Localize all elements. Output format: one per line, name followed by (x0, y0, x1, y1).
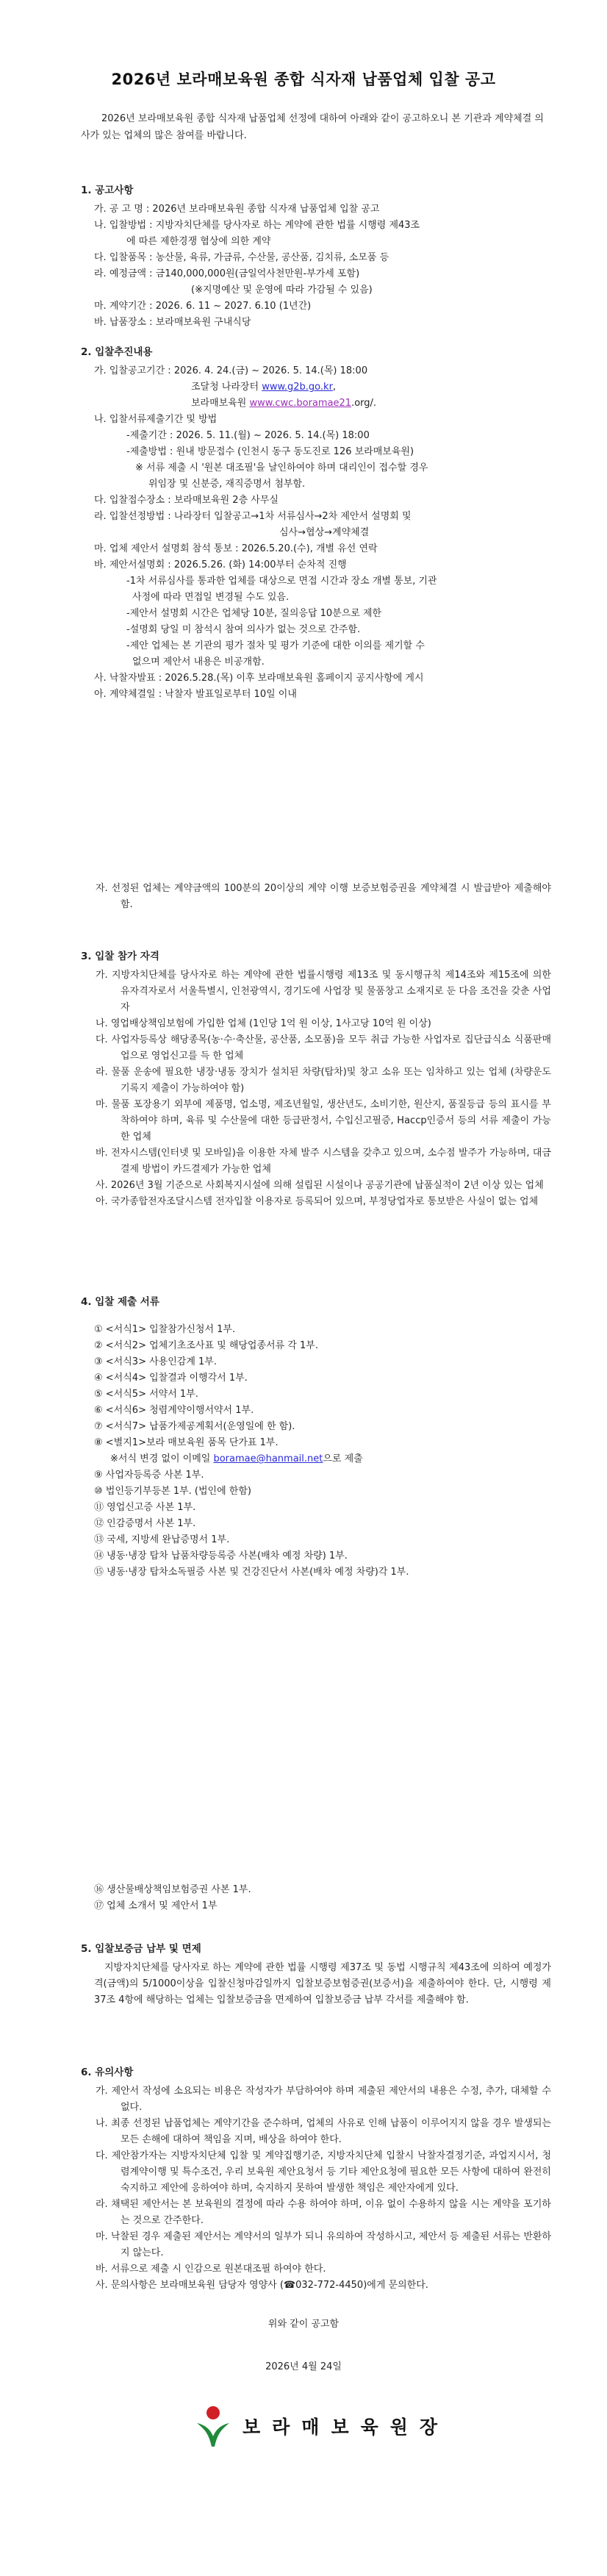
eligibility-item: 라. 물품 운송에 필요한 냉장·냉동 장치가 설치된 차량(탑차)및 창고 소유 또는 임차하고 있는 업체 (차량운도 기록지 제출이 가능하여야 함) (96, 1067, 551, 1094)
bid-method-cont: 에 따른 제한경쟁 협상에 의한 계약 (126, 236, 271, 247)
eligibility-item: 아. 국가종합전자조달시스템 전자입찰 이용자로 등록되어 있으며, 부정당업자로 통보받은 사실이 없는 업체 (96, 1196, 539, 1207)
note-item: 마. 낙찰된 경우 제출된 제안서는 계약서의 일부가 되니 유의하여 작성하시고, 제안서 등 제출된 서류는 반환하지 않는다. (96, 2231, 551, 2258)
briefing-notice: 마. 업체 제안서 설명회 참석 통보 : 2026.5.20.(수), 개별 유선 연락 (94, 543, 378, 554)
note-item: 바. 서류으로 제출 시 인감으로 원본대조필 하여야 한다. (96, 2264, 326, 2275)
briefing-rule-1-cont: 사정에 따라 면접일 변경될 수도 있음. (132, 592, 290, 603)
eligibility-item: 가. 지방자치단체를 당사자로 하는 계약에 관한 법률시행령 제13조 및 동시행규칙 제14조와 제15조에 의한 유자격자로서 서울특별시, 인천광역시, 경기도에 사업장 및 물품창고 소재지로 둔 다음 조건을 갖춘 사업자 (96, 970, 551, 1013)
eligibility-item: 바. 전자시스템(인터넷 및 모바일)을 이용한 자체 발주 시스템을 갖추고 있으며, 소수점 발주가 가능하며, 대금결제 방법이 카드결제가 가능한 업체 (96, 1148, 551, 1175)
section-title: 4. 입찰 제출 서류 (81, 1296, 159, 1308)
email-submission-note: ※서식 변경 없이 이메일 boramae@hanmail.net으로 제출 (110, 1453, 363, 1464)
site-label: 조달청 나라장터 (191, 382, 259, 393)
contract-period: 마. 계약기간 : 2026. 6. 11 ~ 2027. 6.10 (1년간) (94, 301, 312, 312)
section-title: 5. 입찰보증금 납부 및 면제 (81, 1943, 201, 1955)
estimated-price: 라. 예정금액 : 금140,000,000원(금일억사천만원-부가세 포함) (94, 268, 360, 279)
document-item: ④ <서식4> 입찰결과 이행각서 1부. (94, 1373, 248, 1384)
section-announcement (81, 182, 551, 331)
site-label: 보라매보육원 (191, 398, 247, 409)
eligibility-item: 나. 영업배상책임보험에 가입한 업체 (1인당 1억 원 이상, 1사고당 10억 원 이상) (96, 1018, 431, 1029)
contract-date: 아. 계약체결일 : 낙찰자 발표일로부터 10일 이내 (94, 689, 297, 700)
document-item: ⑧ <별지1>보라 매보육원 품목 단가표 1부. (94, 1437, 279, 1448)
document-item: ⑯ 생산물배상책임보험증권 사본 1부. (94, 1884, 251, 1895)
document-item: ⑩ 법인등기부등본 1부. (법인에 한함) (94, 1486, 251, 1497)
org-logo (193, 2404, 450, 2448)
announcement-name: 가. 공 고 명 : 2026년 보라매보육원 종합 식자재 납품업체 입찰 공고 (94, 204, 380, 215)
section-title: 2. 입찰추진내용 (81, 346, 153, 358)
intro-paragraph: 2026년 보라매보육원 종합 식자재 납품업체 선정에 대하여 아래와 같이 공고하오니 본 기관과 계약체결 의사가 있는 업체의 많은 참여를 바랍니다. (81, 113, 544, 141)
submission-place: 다. 입찰접수장소 : 보라매보육원 2층 사무실 (94, 495, 279, 506)
submission-note: ※ 서류 제출 시 '원본 대조필'을 날인하여야 하며 대리인이 접수할 경우 (135, 462, 428, 473)
eligibility-item: 다. 사업자등록상 해당종목(농·수·축산물, 공산품, 소모품)을 모두 취급 가능한 사업자로 집단급식소 식품판매업으로 영업신고를 득 한 업체 (96, 1034, 551, 1062)
document-item: ① <서식1> 입찰참가신청서 1부. (94, 1324, 236, 1335)
closing-statement: 위와 같이 공고함 (267, 2319, 340, 2330)
bid-method: 나. 입찰방법 : 지방자치단체를 당사자로 하는 계약에 관한 법률 시행령 제43조 (94, 220, 420, 231)
submission-period: -제출기간 : 2026. 5. 11.(월) ~ 2026. 5. 14.(목) 18:00 (126, 430, 370, 441)
selection-method-cont: 심사→협상→계약체결 (279, 527, 370, 538)
notice-date: 2026년 4월 24일 (265, 2361, 342, 2372)
selection-method: 라. 입찰선정방법 : 나라장터 입찰공고→1차 서류심사→2차 제안서 설명회 및 (94, 511, 412, 522)
g2b-link[interactable]: www.g2b.go.kr (262, 382, 333, 393)
document-item: ⑨ 사업자등록증 사본 1부. (94, 1470, 204, 1481)
document-item: ⑮ 냉동·냉장 탑차소독필증 사본 및 건강진단서 사본(배차 예정 차량)각 1부. (94, 1567, 409, 1578)
section-documents-extra (81, 1882, 551, 1914)
note-item: 나. 최종 선정된 납품업체는 계약기간을 준수하며, 업체의 사유로 인해 납품이 이루어지지 않을 경우 발생되는 모든 손해에 대하여 책임을 지며, 배상을 하여야 한다. (96, 2118, 551, 2145)
org-name: 보라매보육원장 (243, 2416, 450, 2438)
document-item: ⑤ <서식5> 서약서 1부. (94, 1389, 198, 1400)
email-link[interactable]: boramae@hanmail.net (213, 1453, 323, 1464)
document-item: ② <서식2> 업체기초조사표 및 해당업종서류 각 1부. (94, 1340, 318, 1351)
performance-bond: 자. 선정된 업체는 계약금액의 100분의 20이상의 계약 이행 보증보험증권을 계약체결 시 발급받아 제출해야 함. (96, 883, 551, 910)
note-item: 다. 제안참가자는 지방자치단체 입찰 및 계약집행기준, 지방자치단체 입찰시 낙찰자결정기준, 과업지시서, 청렴계약이행 및 특수조건, 우리 보육원 제안요청서 등 기타 제안요청에 필요한 모든 사항에 대하여 완전히 숙지하고 제안에 응하여야 하며, 숙지하지 못하여 발생한 책임은 제안자에게 있다. (96, 2150, 551, 2194)
briefing-rule-3: -설명회 당일 미 참석시 참여 의사가 없는 것으로 간주함. (126, 624, 361, 635)
section-bid-bond (81, 1941, 551, 2008)
section-notes (81, 2064, 551, 2294)
document-item: ⑪ 영업신고증 사본 1부. (94, 1502, 196, 1513)
bid-items: 다. 입찰품목 : 농산물, 육류, 가금류, 수산물, 공산품, 김치류, 소모품 등 (94, 252, 389, 263)
briefing-rule-4-cont: 없으며 제안서 내용은 비공개함. (132, 656, 265, 668)
briefing-rule-4: -제안 업체는 본 기관의 평가 절차 및 평가 기준에 대한 이의를 제기할 수 (126, 640, 425, 651)
section-procedure (81, 344, 551, 703)
document-item: ⑦ <서식7> 납품가제공계획서(운영일에 한 함). (94, 1421, 295, 1432)
section-eligibility (81, 948, 551, 1210)
submission-note-cont: 위임장 및 신분증, 재직증명서 첨부함. (148, 479, 306, 490)
phone-number: ☎032-772-4450 (283, 2280, 364, 2291)
submission-header: 나. 입찰서류제출기간 및 방법 (94, 414, 218, 425)
section-title: 3. 입찰 참가 자격 (81, 951, 159, 962)
eligibility-item: 사. 2026년 3월 기준으로 사회복지시설에 의해 설립된 시설이나 공공기관에 납품실적이 2년 이상 있는 업체 (96, 1180, 544, 1191)
section-procedure-bond (81, 881, 551, 913)
contact-item: 사. 문의사항은 보라매보육원 담당자 영양사 (☎032-772-4450)에게 문의한다. (96, 2280, 428, 2291)
eligibility-item: 마. 물품 포장용기 외부에 제품명, 업소명, 제조년월일, 생산년도, 소비기한, 원산지, 품질등급 등의 표시를 부착하여야 하며, 육류 및 수산물에 대한 등급판정서, 수입신고필증, Haccp인증서 등의 서류 제출이 가능한 업체 (96, 1099, 551, 1142)
page-title: 2026년 보라매보육원 종합 식자재 납품업체 입찰 공고 (111, 71, 496, 88)
note-item: 라. 채택된 제안서는 본 보육원의 결정에 따라 수용 하여야 하며, 이유 없이 수용하지 않을 시는 계약을 포기하는 것으로 간주한다. (96, 2199, 551, 2226)
org-emblem-icon (193, 2404, 234, 2448)
winner-announcement: 사. 낙찰자발표 : 2026.5.28.(목) 이후 보라매보육원 홈페이지 공지사항에 게시 (94, 673, 424, 684)
briefing-rule-1: -1차 서류심사를 통과한 업체를 대상으로 면접 시간과 장소 개별 통보, 기관 (126, 576, 437, 587)
document-item: ⑭ 냉동·냉장 탑차 납품차량등록증 사본(배차 예정 차량) 1부. (94, 1550, 348, 1561)
bid-bond-text: 지방자치단체를 당사자로 하는 계약에 관한 법률 시행령 제37조 및 동법 시행규칙 제43조에 의하여 예정가격(금액)의 5/1000이상을 입찰신청마감일까지 입찰보증보험증권(보증서)을 제출하여야 한다. 단, 시행령 제37조 4항에 해당하는 업체는 입찰보증금을 면제하여 입찰보증금 납부 각서를 제출해야 함. (94, 1962, 551, 2006)
cwc-link[interactable]: www.cwc.boramae21 (249, 398, 352, 409)
document-item: ⑫ 인감증명서 사본 1부. (94, 1518, 196, 1529)
briefing-rule-2: -제안서 설명회 시간은 업체당 10분, 질의응답 10분으로 제한 (126, 608, 382, 619)
document-item: ⑰ 업체 소개서 및 제안서 1부 (94, 1900, 218, 1911)
submission-method: -제출방법 : 원내 방문접수 (인천시 동구 동도진로 126 보라매보육원) (126, 446, 414, 457)
section-title: 6. 유의사항 (81, 2067, 134, 2078)
section-documents (81, 1294, 551, 1581)
document-item: ⑥ <서식6> 청렴계약이행서약서 1부. (94, 1405, 254, 1416)
delivery-place: 바. 납품장소 : 보라매보육원 구내식당 (94, 317, 251, 328)
section-title: 1. 공고사항 (81, 185, 134, 196)
briefing-session: 바. 제안서설명회 : 2026.5.26. (화) 14:00부터 순차적 진행 (94, 559, 347, 570)
notice-period: 가. 입찰공고기간 : 2026. 4. 24.(금) ~ 2026. 5. 14.(목) 18:00 (94, 365, 368, 376)
notice-site-cwc: 보라매보육원 www.cwc.boramae21.org/. (191, 398, 377, 409)
estimated-price-note: (※지명예산 및 운영에 따라 가감될 수 있음) (191, 285, 373, 296)
notice-site-g2b: 조달청 나라장터 www.g2b.go.kr, (191, 382, 337, 393)
note-item: 가. 제안서 작성에 소요되는 비용은 작성자가 부담하여야 하며 제출된 제안서의 내용은 수정, 추가, 대체할 수 없다. (96, 2086, 551, 2113)
document-item: ③ <서식3> 사용인감계 1부. (94, 1356, 217, 1367)
document-item: ⑬ 국세, 지방세 완납증명서 1부. (94, 1534, 230, 1545)
